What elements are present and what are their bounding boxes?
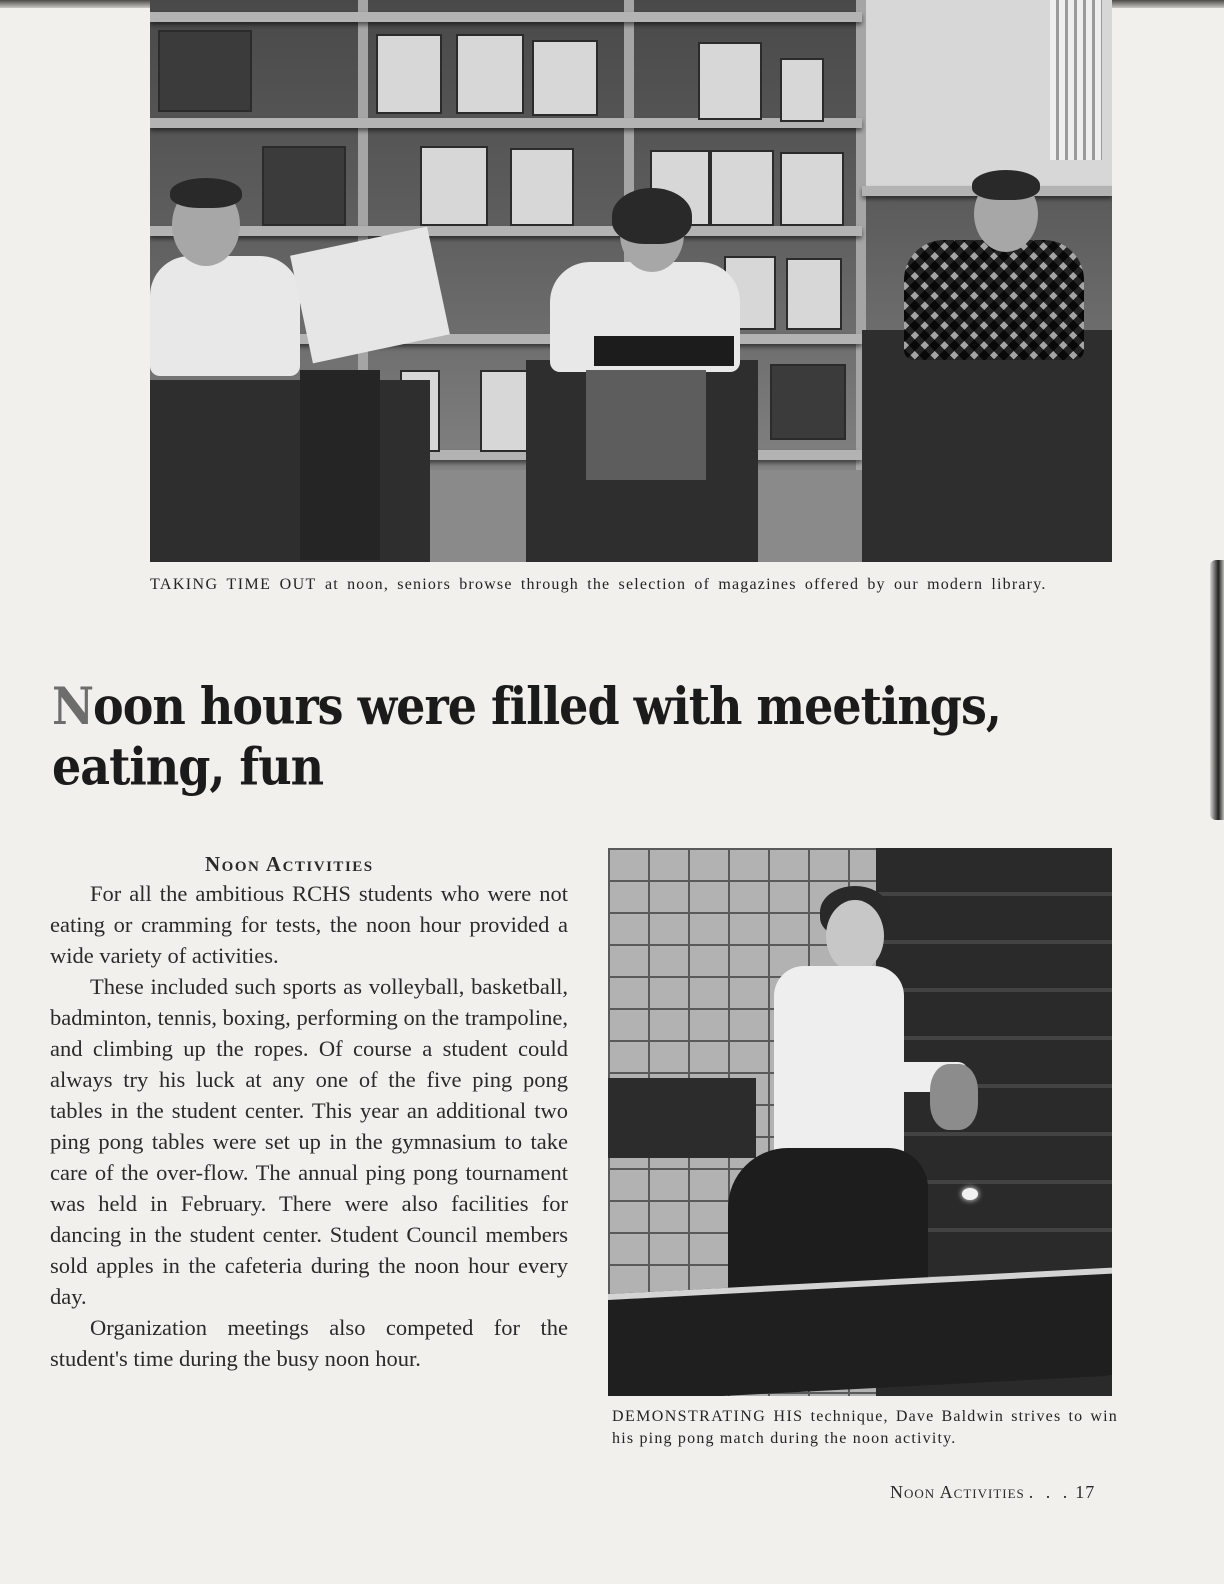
page-footer: [890, 1482, 1095, 1503]
caption-lead: TAKING TIME OUT: [150, 576, 317, 593]
caption-text: at noon, seniors browse through the selection of magazines offered by our modern library.: [324, 576, 1047, 593]
ping-pong-ball: [962, 1188, 978, 1200]
magazine: [420, 146, 488, 226]
magazine: [780, 58, 824, 122]
headline-initial: N: [52, 676, 94, 737]
magazine: [780, 152, 844, 226]
magazine: [456, 34, 524, 114]
magazine: [710, 150, 774, 226]
armchair: [862, 330, 1112, 562]
article-paragraph: For all the ambitious RCHS students who were not eating or cramming for tests, the noon hour provided a wide variety of activities.: [50, 881, 568, 968]
student-hair: [170, 178, 242, 208]
footer-section: Noon Activities: [890, 1482, 1025, 1502]
caption-text: technique, Dave Baldwin strives to win his ping pong match during the noon activity.: [612, 1408, 1118, 1447]
section-title: Noon Activities: [205, 852, 374, 876]
magazine: [698, 42, 762, 120]
ping-pong-photo: [608, 848, 1112, 1396]
magazine: [532, 40, 598, 116]
magazine: [376, 34, 442, 114]
caption-lead: DEMONSTRATING HIS: [612, 1408, 804, 1425]
library-photo: [150, 0, 1112, 562]
bottom-photo-caption: [612, 1406, 1118, 1450]
player-head: [826, 900, 884, 972]
student-hair: [972, 170, 1040, 200]
binding-shadow: [1210, 560, 1224, 820]
article-body: [50, 878, 568, 1374]
armchair: [150, 380, 430, 562]
student-plaid-shirt: [904, 240, 1084, 360]
page-number: 17: [1075, 1482, 1096, 1502]
magazine-open: [594, 336, 734, 366]
library-window: [1050, 0, 1102, 160]
headline-text: oon hours were filled with meetings, eating, fun: [52, 676, 1001, 797]
magazine: [770, 364, 846, 440]
magazine: [480, 370, 530, 452]
magazine: [510, 148, 574, 226]
footer-dots: . . .: [1028, 1482, 1072, 1502]
student-trousers: [300, 370, 380, 560]
shelf: [150, 226, 862, 236]
wall-panel: [608, 1078, 756, 1158]
magazine: [158, 30, 252, 112]
student-shirt: [150, 256, 300, 376]
paddle: [930, 1064, 978, 1130]
student-hair: [612, 188, 692, 244]
shelf: [150, 12, 862, 22]
student-skirt: [586, 370, 706, 480]
article-paragraph: Organization meetings also competed for the student's time during the busy noon hour.: [50, 1315, 568, 1371]
page-headline: [52, 676, 1122, 797]
top-photo-caption: [150, 576, 1120, 594]
magazine: [262, 146, 346, 226]
article-paragraph: These included such sports as volleyball, basketball, badminton, tennis, boxing, performing on the trampoline, and climbing up the ropes. Of course a student could always try his luck at any one of the five ping pong tables in the student center. This year an additional two ping pong tables were set up in the gymnasium to take care of the over-flow. The annual ping pong tournament was held in February. There were also facilities for dancing in the student center. Student Council members sold apples in the cafeteria during the noon hour every day.: [50, 974, 568, 1309]
magazine: [786, 258, 842, 330]
